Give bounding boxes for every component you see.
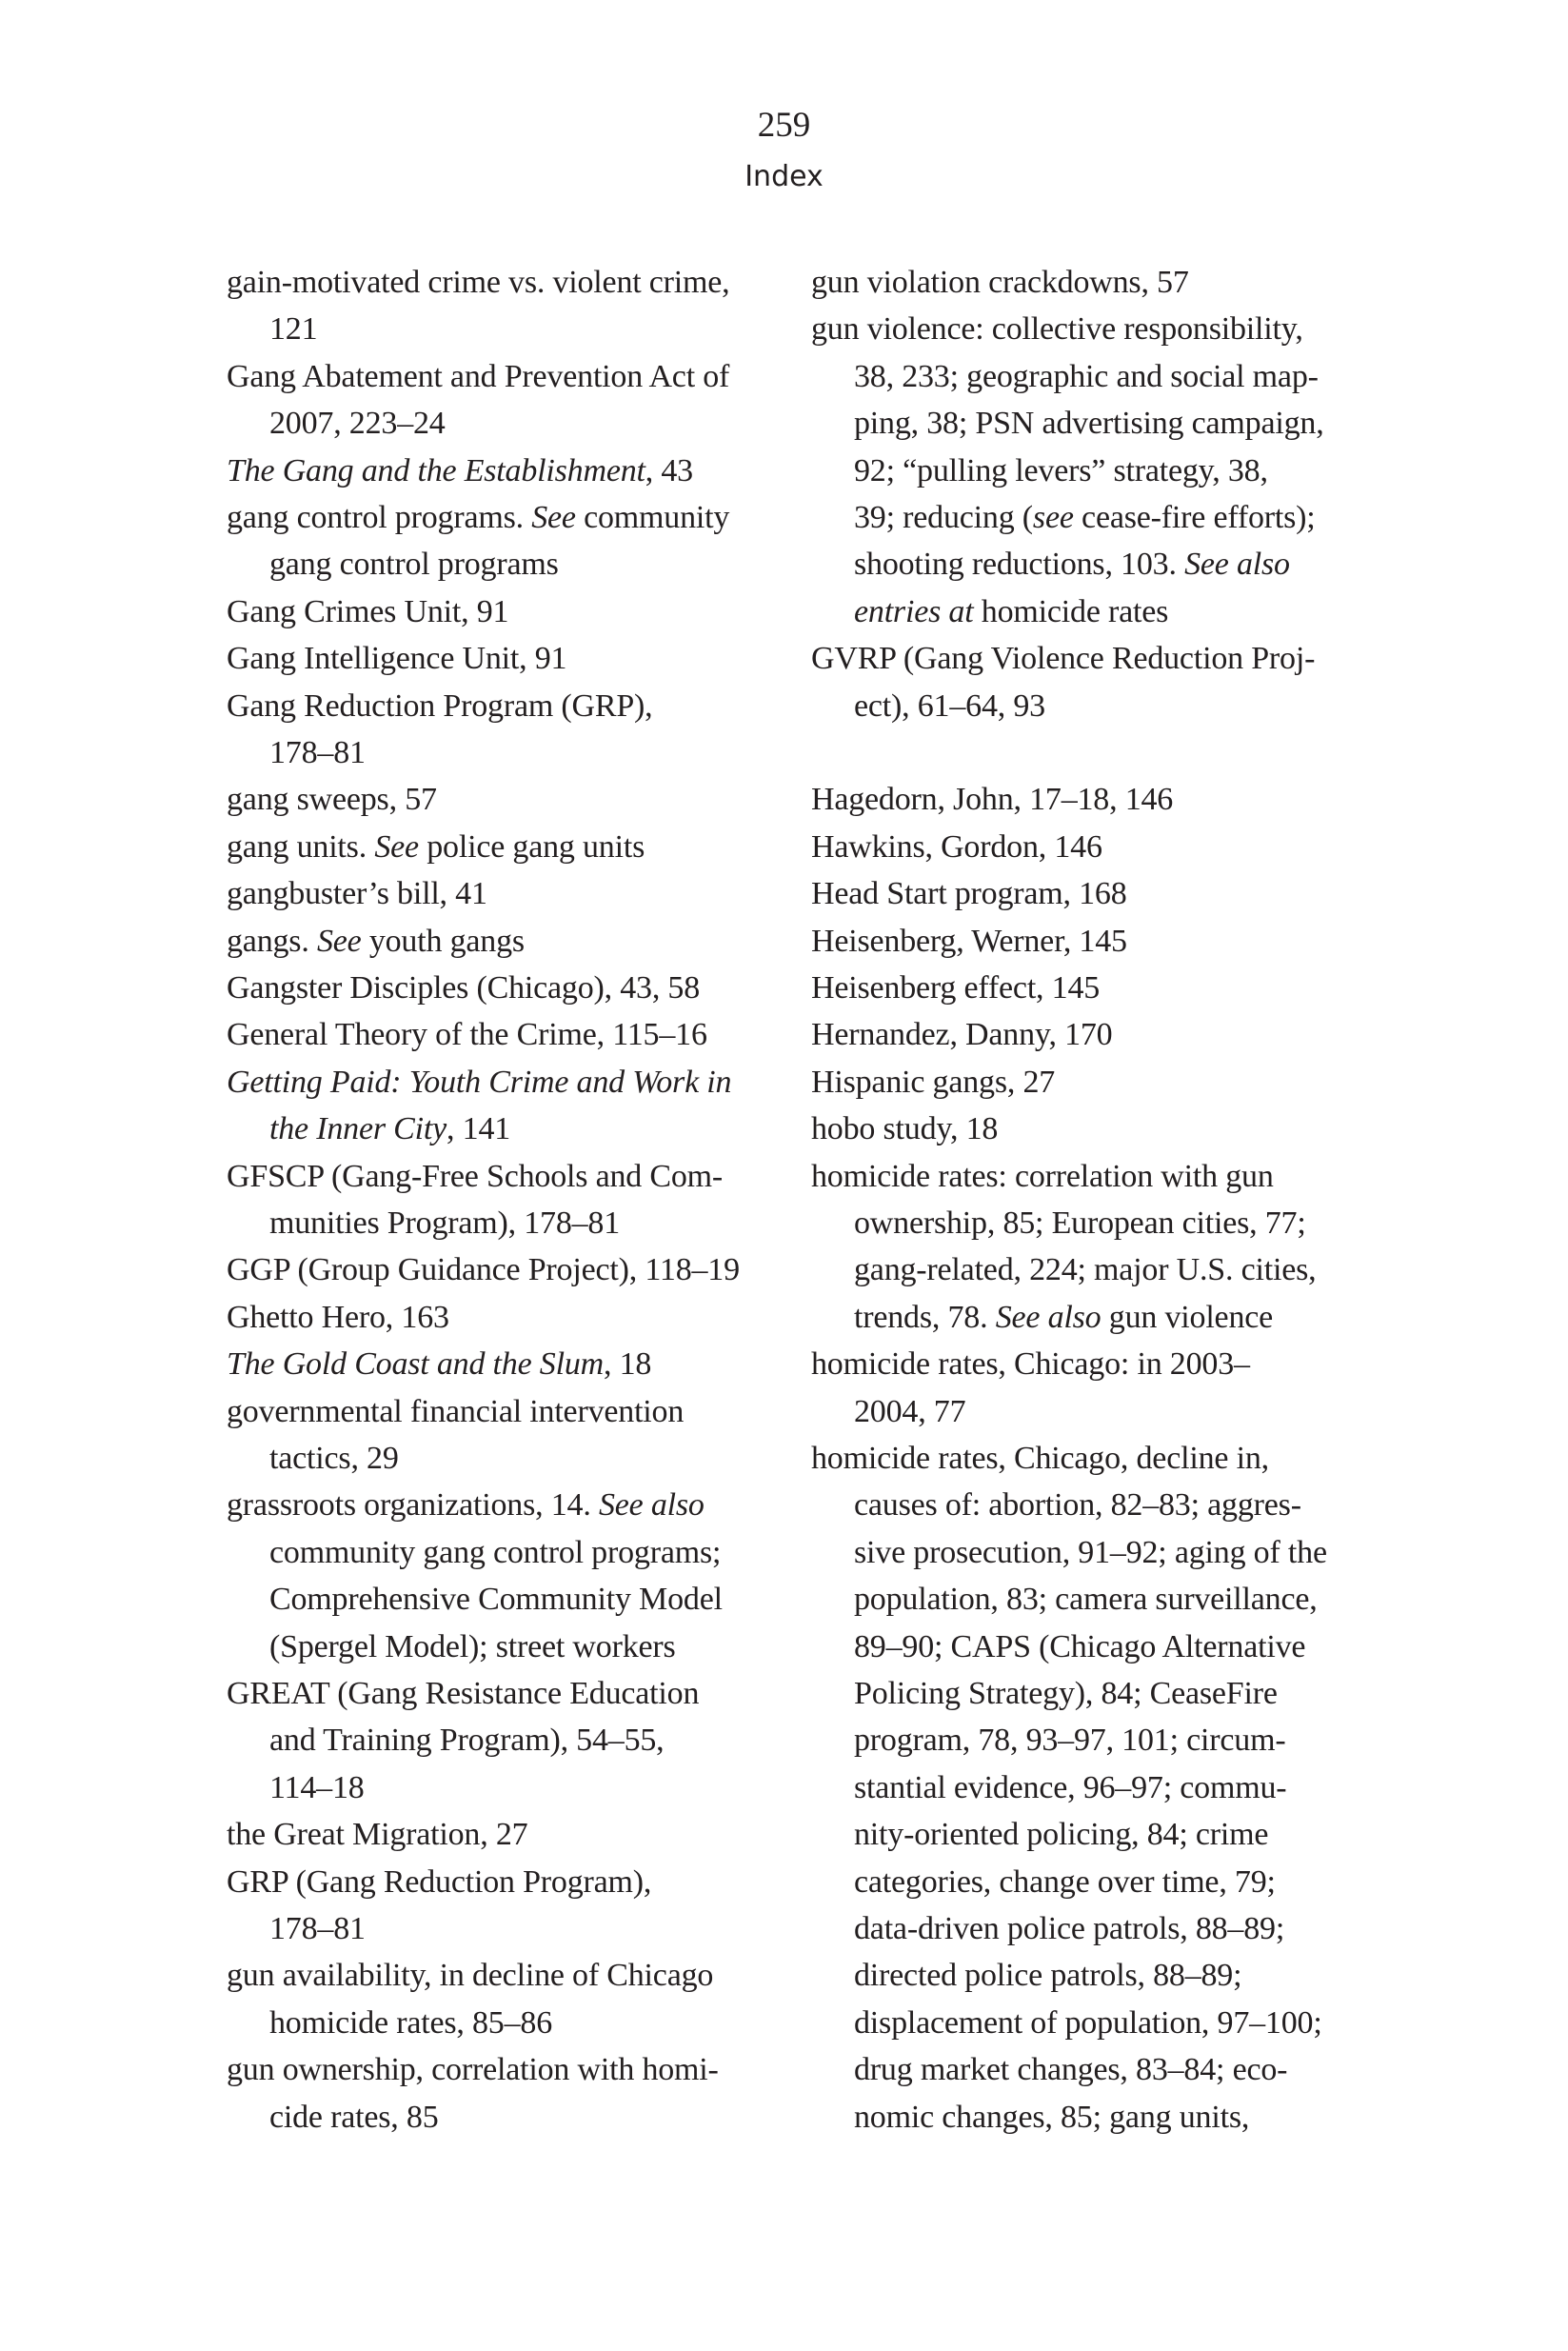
index-line: 2004, 77 <box>854 1393 966 1429</box>
index-line: Gang Reduction Program (GRP), <box>227 687 653 724</box>
index-line: gun availability, in decline of Chicago <box>227 1958 714 1994</box>
index-line <box>854 499 1316 537</box>
italic-text: The Gang and the Establishment <box>227 452 645 488</box>
italic-text: See <box>374 828 419 865</box>
index-line: 38, 233; geographic and social map- <box>854 358 1319 394</box>
index-line: stantial evidence, 96–97; commu- <box>854 1769 1287 1805</box>
text: , 43 <box>645 452 693 488</box>
index-line: 114–18 <box>269 1769 365 1805</box>
text: homicide rates <box>973 593 1169 629</box>
index-line: Comprehensive Community Model <box>269 1582 723 1618</box>
text: police gang units <box>418 828 645 865</box>
text: grassroots organizations, 14. <box>227 1487 599 1524</box>
italic-text: See also <box>1184 547 1290 583</box>
index-line: tactics, 29 <box>269 1441 399 1476</box>
index-line: cide rates, 85 <box>269 2099 439 2135</box>
italic-text: See also <box>995 1299 1102 1335</box>
index-line: Gang Crimes Unit, 91 <box>227 593 509 629</box>
index-line: homicide rates: correlation with gun <box>811 1158 1274 1194</box>
text: shooting reductions, 103. <box>854 547 1185 583</box>
index-line: Hernandez, Danny, 170 <box>811 1017 1113 1053</box>
text: gun violence <box>1101 1299 1274 1335</box>
index-line: sive prosecution, 91–92; aging of the <box>854 1534 1327 1570</box>
index-line: General Theory of the Crime, 115–16 <box>227 1017 707 1053</box>
index-line: and Training Program), 54–55, <box>269 1723 665 1759</box>
index-line: Heisenberg effect, 145 <box>811 970 1101 1006</box>
index-line: GVRP (Gang Violence Reduction Proj- <box>811 641 1316 677</box>
index-line: Policing Strategy), 84; CeaseFire <box>854 1676 1278 1711</box>
index-line: homicide rates, 85–86 <box>269 2004 553 2041</box>
text: cease-fire efforts); <box>1073 500 1316 535</box>
index-line: the Great Migration, 27 <box>227 1817 528 1853</box>
index-line: causes of: abortion, 82–83; aggres- <box>854 1487 1301 1524</box>
italic-text: Getting Paid: Youth Crime and Work in <box>227 1064 732 1100</box>
index-line: 178–81 <box>269 735 366 770</box>
text: , 18 <box>604 1346 652 1383</box>
index-line: displacement of population, 97–100; <box>854 2004 1322 2041</box>
index-line: (Spergel Model); street workers <box>269 1628 676 1664</box>
running-head: Index <box>744 160 824 193</box>
index-line <box>854 1299 1273 1337</box>
index-line: nomic changes, 85; gang units, <box>854 2099 1250 2135</box>
index-line: Hispanic gangs, 27 <box>811 1064 1056 1100</box>
index-line <box>227 1064 731 1102</box>
index-line: nity-oriented policing, 84; crime <box>854 1817 1269 1853</box>
index-line: gangbuster’s bill, 41 <box>227 876 487 912</box>
italic-text: entries at <box>854 593 974 629</box>
index-line: gun ownership, correlation with homi- <box>227 2052 719 2088</box>
index-line: Ghetto Hero, 163 <box>227 1299 449 1335</box>
index-line <box>854 546 1290 584</box>
index-line: 121 <box>269 311 318 348</box>
italic-text: the Inner City <box>269 1111 447 1147</box>
index-line <box>227 828 645 867</box>
text: gang units. <box>227 828 375 865</box>
index-line: GRP (Gang Reduction Program), <box>227 1863 652 1900</box>
index-line: governmental financial intervention <box>227 1393 685 1429</box>
index-line: 178–81 <box>269 1911 366 1946</box>
index-line: ownership, 85; European cities, 77; <box>854 1205 1306 1241</box>
index-line <box>227 1486 705 1524</box>
index-line: hobo study, 18 <box>811 1111 999 1147</box>
index-line <box>227 923 525 961</box>
index-line: 89–90; CAPS (Chicago Alternative <box>854 1628 1306 1664</box>
index-line: data-driven police patrols, 88–89; <box>854 1911 1285 1946</box>
index-line: Gang Intelligence Unit, 91 <box>227 641 567 677</box>
text: youth gangs <box>361 923 525 959</box>
index-line <box>227 1345 651 1384</box>
index-line: munities Program), 178–81 <box>269 1205 621 1241</box>
index-line: ping, 38; PSN advertising campaign, <box>854 406 1324 442</box>
index-line: Gangster Disciples (Chicago), 43, 58 <box>227 970 701 1006</box>
italic-text: See also <box>598 1487 705 1524</box>
index-line <box>227 452 693 490</box>
text: gang control programs. <box>227 500 532 535</box>
index-line: ect), 61–64, 93 <box>854 687 1045 724</box>
index-line: gang sweeps, 57 <box>227 782 437 818</box>
index-line <box>269 1110 510 1148</box>
index-line: Gang Abatement and Prevention Act of <box>227 358 730 394</box>
index-line: gang control programs <box>269 547 559 583</box>
index-line: gang-related, 224; major U.S. cities, <box>854 1252 1317 1288</box>
index-line: GFSCP (Gang-Free Schools and Com- <box>227 1158 724 1194</box>
index-line: Heisenberg, Werner, 145 <box>811 923 1127 959</box>
italic-text: The Gold Coast and the Slum <box>227 1346 604 1383</box>
index-line: homicide rates, Chicago: in 2003– <box>811 1346 1250 1383</box>
index-line: 2007, 223–24 <box>269 406 446 442</box>
text: 39; reducing ( <box>854 500 1033 535</box>
italic-text: See <box>531 500 576 535</box>
index-line: gun violation crackdowns, 57 <box>811 265 1189 300</box>
text: trends, 78. <box>854 1299 996 1335</box>
index-line: Hawkins, Gordon, 146 <box>811 828 1102 865</box>
index-line: categories, change over time, 79; <box>854 1863 1276 1900</box>
index-line: program, 78, 93–97, 101; circum- <box>854 1723 1286 1759</box>
index-line: population, 83; camera surveillance, <box>854 1582 1318 1618</box>
italic-text: see <box>1032 500 1074 535</box>
index-line: Head Start program, 168 <box>811 876 1127 912</box>
page-number: 259 <box>757 106 811 145</box>
index-line <box>227 499 729 537</box>
index-line: gain-motivated crime vs. violent crime, <box>227 265 730 300</box>
index-line: drug market changes, 83–84; eco- <box>854 2052 1288 2088</box>
index-line: directed police patrols, 88–89; <box>854 1958 1242 1994</box>
index-line: 92; “pulling levers” strategy, 38, <box>854 452 1268 488</box>
italic-text: See <box>316 923 362 959</box>
text: gangs. <box>227 923 317 959</box>
index-line <box>854 593 1168 631</box>
index-line: gun violence: collective responsibility, <box>811 311 1303 348</box>
text: community <box>575 500 730 535</box>
index-line: homicide rates, Chicago, decline in, <box>811 1441 1269 1476</box>
text: , 141 <box>447 1111 511 1147</box>
index-line: community gang control programs; <box>269 1534 722 1570</box>
index-line: GGP (Group Guidance Project), 118–19 <box>227 1252 740 1288</box>
index-line: Hagedorn, John, 17–18, 146 <box>811 782 1174 818</box>
index-line: GREAT (Gang Resistance Education <box>227 1676 700 1711</box>
